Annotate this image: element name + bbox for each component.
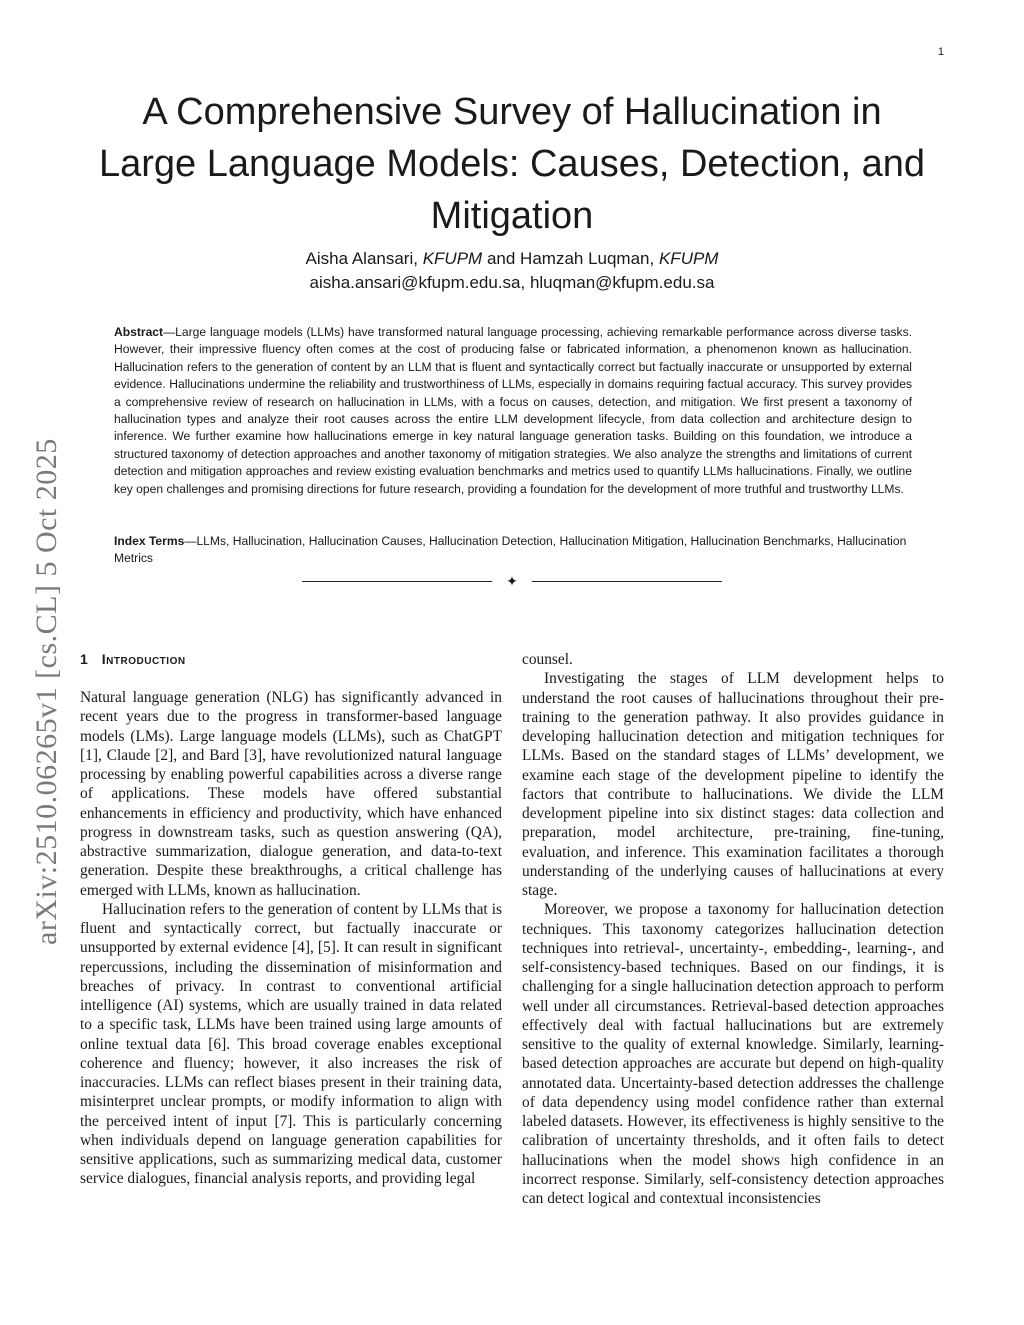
author-conjunction: and: [486, 249, 516, 268]
abstract-label: Abstract: [114, 325, 164, 339]
section-title: Introduction: [101, 651, 186, 667]
index-terms-text: —LLMs, Hallucination, Hallucination Causes, Hallucination Detection, Hallucination Mitigation, Hallucination Benchmarks, Hallucination Metrics: [114, 534, 907, 566]
author-block: [90, 247, 934, 295]
arxiv-identifier: arXiv:2510.06265v1 [cs.CL] 5 Oct 2025: [30, 438, 63, 945]
author-affiliation: KFUPM: [422, 249, 483, 268]
author-name: Hamzah Luqman,: [520, 249, 655, 268]
paragraph: Hallucination refers to the generation of content by LLMs that is fluent and syntactically correct, but factually inaccurate or unsupported by external evidence [4], [5]. It can result in significant repercussions, including the dissemination of misinformation and breaches of privacy. In contrast to conventional artificial intelligence (AI) systems, which are usually trained in data related to a specific task, LLMs have been trained using large amounts of online textual data [6]. This broad coverage enables exceptional coherence and fluency; however, it also increases the risk of inaccuracies. LLMs can reflect biases present in their training data, misinterpret unclear prompts, or modify information to align with the perceived intent of input [7]. This is particularly concerning when individuals depend on language generation capabilities for sensitive applications, such as summarizing medical data, customer service dialogues, financial analysis reports, and providing legal: [80, 900, 502, 1188]
paper-title: A Comprehensive Survey of Hallucination in Large Language Models: Causes, Detection, and Mitigation: [99, 91, 925, 237]
divider-line-right: [532, 581, 722, 582]
page-number: 1: [937, 46, 944, 58]
paragraph: Natural language generation (NLG) has significantly advanced in recent years due to the progress in transformer-based language models (LMs). Large language models (LLMs), such as ChatGPT [1], Claude [2], and Bard [3], have revolutionized natural language processing by enabling powerful capabilities across a diverse range of applications. These models have offered substantial enhancements in efficiency and productivity, which have enhanced progress in downstream tasks, such as question answering (QA), abstractive summarization, dialogue generation, and data-to-text generation. Despite these breakthroughs, a critical challenge has emerged with LLMs, known as hallucination.: [80, 689, 502, 899]
author-name: Aisha Alansari,: [305, 249, 418, 268]
section-heading: [80, 649, 502, 669]
paragraph: Investigating the stages of LLM development helps to understand the root causes of hallucinations throughout their pre-training to the generation pathway. It also provides guidance in developing hallucination detection and mitigation techniques for LLMs. Based on the standard stages of LLMs’ development, we examine each stage of the development pipeline to identify the factors that contribute to hallucinations. We divide the LLM development pipeline into six distinct stages: data collection and preparation, model architecture, pre-training, fine-tuning, evaluation, and inference. This examination facilitates a thorough understanding of the underlying causes of hallucinations at every stage.: [522, 670, 944, 899]
divider-star-icon: ✦: [506, 574, 518, 590]
section-divider: [302, 572, 722, 592]
index-terms: [114, 533, 912, 568]
index-terms-label: Index Terms: [114, 534, 185, 548]
author-emails: aisha.ansari@kfupm.edu.sa, hluqman@kfupm.edu.sa: [309, 273, 715, 292]
abstract: [114, 324, 912, 498]
left-column: [80, 649, 502, 1189]
right-column: [522, 650, 944, 1208]
author-line: [90, 247, 934, 271]
abstract-text: —Large language models (LLMs) have transformed natural language processing, achieving remarkable performance across diverse tasks. However, their impressive fluency often comes at the cost of producing false or fabricated information, a phenomenon known as hallucination. Hallucination refers to the generation of content by an LLM that is fluent and syntactically correct but factually inaccurate or unsupported by external evidence. Hallucinations undermine the reliability and trustworthiness of LLMs, especially in domains requiring factual accuracy. This survey provides a comprehensive review of research on hallucination in LLMs, with a focus on causes, detection, and mitigation. We first present a taxonomy of hallucination types and analyze their root causes across the entire LLM development lifecycle, from data collection and architecture design to inference. We further examine how hallucinations emerge in key natural language generation tasks. Building on this foundation, we introduce a structured taxonomy of detection approaches and another taxonomy of mitigation strategies. We also analyze the strengths and limitations of current detection and mitigation approaches and review existing evaluation benchmarks and metrics used to quantify LLMs hallucinations. Finally, we outline key open challenges and promising directions for future research, providing a foundation for the development of more truthful and trustworthy LLMs.: [114, 325, 912, 496]
paragraph: Moreover, we propose a taxonomy for hallucination detection techniques. This taxonomy categorizes hallucination detection techniques into retrieval-, uncertainty-, embedding-, learning-, and self-consistency-based techniques. Based on our findings, it is challenging for a single hallucination detection approach to perform well under all circumstances. Retrieval-based detection approaches effectively deal with factual hallucinations but are extremely sensitive to the quality of external knowledge. Similarly, learning-based detection approaches are accurate but depend on high-quality annotated data. Uncertainty-based detection addresses the challenge of data dependency using model confidence rather than external labeled datasets. However, its effectiveness is highly sensitive to the calibration of uncertainty thresholds, and it often fails to detect hallucinations when the model shows high confidence in an incorrect response. Similarly, self-consistency detection approaches can detect logical and contextual inconsistencies: [522, 901, 944, 1207]
author-affiliation: KFUPM: [658, 249, 719, 268]
divider-line-left: [302, 581, 492, 582]
paragraph: counsel.: [522, 651, 573, 668]
section-number: 1: [80, 651, 88, 667]
